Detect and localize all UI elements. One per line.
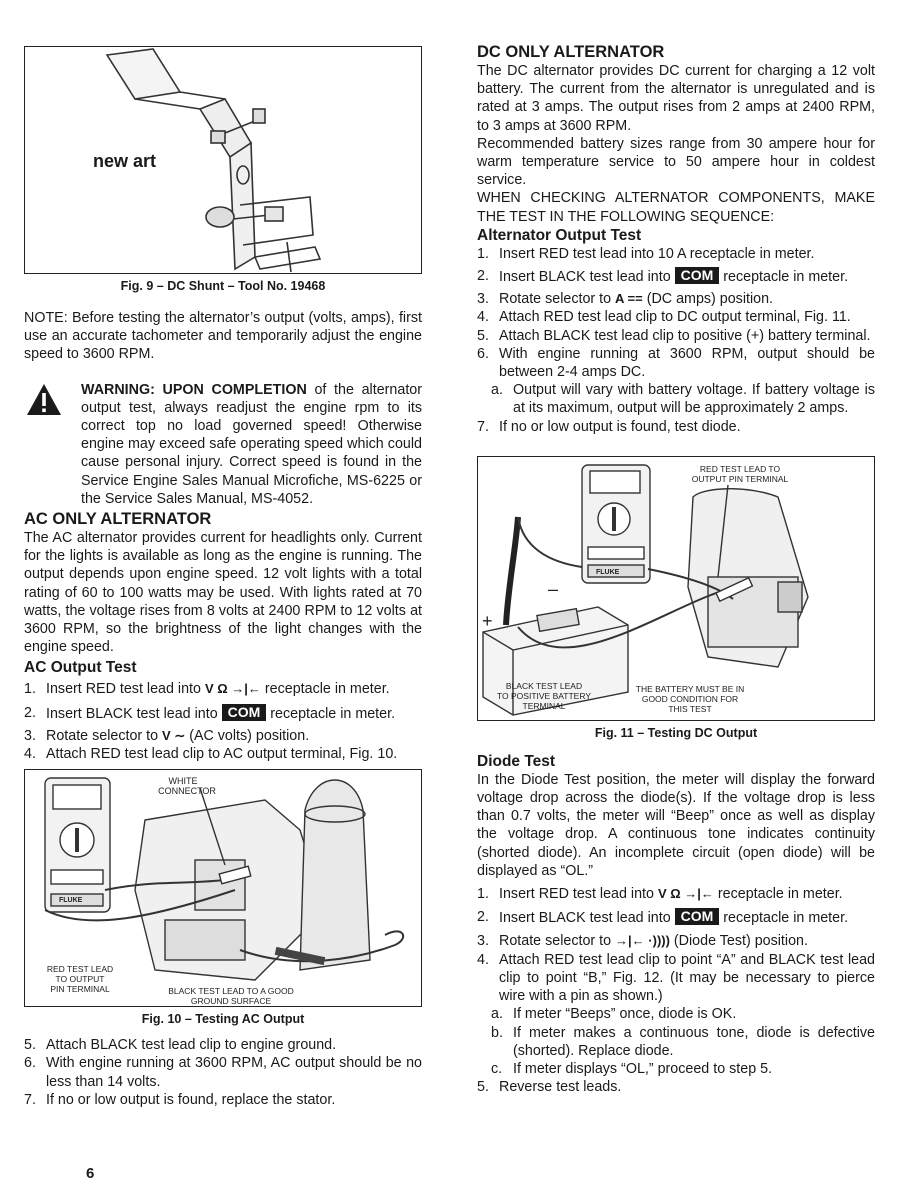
item-text: With engine running at 3600 RPM, output should be between 2-4 amps DC. — [499, 345, 875, 381]
ac-alt-heading: AC ONLY ALTERNATOR — [24, 510, 212, 529]
list-item — [477, 345, 875, 381]
com-badge: COM — [222, 704, 267, 721]
ac-test-heading: AC Output Test — [24, 659, 137, 677]
fig9-frame — [24, 46, 422, 274]
fig10-white-label: WHITE — [168, 776, 198, 787]
item-text: Output will vary with battery voltage. If battery voltage is at its maximum, output will be approximately 2 amps. — [513, 382, 875, 417]
fig11-black-label-2: TO POSITIVE BATTERY — [497, 690, 591, 701]
fig10-red-label-2: TO OUTPUT — [55, 974, 105, 985]
com-badge: COM — [675, 267, 720, 284]
item-text: Attach BLACK test lead clip to positive (+) battery terminal. — [499, 327, 871, 344]
item-number: 6. — [24, 1055, 36, 1072]
diode-heading: Diode Test — [477, 752, 556, 770]
page-number: 6 — [86, 1165, 95, 1182]
item-text: Attach RED test lead clip to AC output terminal, Fig. 10. — [46, 746, 398, 763]
fig11-battery-label-1: THE BATTERY MUST BE IN — [635, 683, 745, 694]
alt-test-heading: Alternator Output Test — [477, 226, 642, 244]
item-number: 7. — [24, 1091, 36, 1108]
item-text: If no or low output is found, replace the stator. — [46, 1091, 336, 1108]
diode-sub-c — [477, 1060, 875, 1078]
item-text: receptacle in meter. — [260, 681, 390, 698]
item-number: c. — [491, 1060, 503, 1077]
list-item — [477, 908, 875, 927]
list-item — [24, 1036, 422, 1054]
fig10-caption: Fig. 10 – Testing AC Output — [141, 1012, 305, 1027]
item-number: 1. — [477, 245, 489, 262]
list-item — [24, 680, 422, 698]
ac-output-illustration — [25, 770, 422, 1006]
item-number: 3. — [477, 933, 489, 950]
list-item — [477, 951, 875, 1006]
alt-test-sub-a — [477, 381, 875, 417]
ac-volts-symbol: V ∼ — [162, 727, 186, 743]
item-number: a. — [491, 1006, 503, 1023]
item-text: Rotate selector to — [499, 933, 616, 950]
fig11-caption: Fig. 11 – Testing DC Output — [594, 725, 758, 740]
left-column — [24, 0, 422, 1109]
fig10-red-label-1: RED TEST LEAD — [46, 964, 114, 975]
item-text: receptacle in meter. — [266, 705, 396, 722]
item-number: 5. — [24, 1037, 36, 1054]
item-text: With engine running at 3600 RPM, AC output should be no less than 14 volts. — [46, 1055, 422, 1090]
item-number: 4. — [477, 309, 489, 326]
item-text: Insert RED test lead into 10 A receptacle in meter. — [499, 245, 815, 262]
ac-test-list — [24, 680, 422, 763]
fig10-frame — [24, 769, 422, 1007]
diode-sub-a — [477, 1005, 875, 1023]
list-item — [477, 245, 875, 263]
dc-alt-body-2: Recommended battery sizes range from 30 ampere hour for warm temperature service to 50 ampere hour in coldest service. — [477, 135, 875, 189]
item-text: Attach RED test lead clip to point “A” and BLACK test lead clip to point “B,” Fig. 12. (It may be necessary to pierce wire with a pin as shown.) — [499, 951, 875, 1005]
list-item — [477, 932, 875, 950]
list-item — [24, 1091, 422, 1109]
diode-sub-b — [477, 1024, 875, 1060]
volt-ohm-diode-symbol: V Ω →|← — [657, 886, 714, 902]
item-text: Insert BLACK test lead into — [499, 910, 675, 927]
warning-icon — [26, 383, 62, 416]
item-number: 4. — [24, 746, 36, 763]
fig10-red-label-3: PIN TERMINAL — [50, 984, 110, 995]
item-text: receptacle in meter. — [713, 886, 843, 903]
list-item — [477, 418, 875, 436]
fig10-black-label-1: BLACK TEST LEAD TO A GOOD — [168, 986, 294, 997]
fig9-caption: Fig. 9 – DC Shunt – Tool No. 19468 — [120, 279, 326, 293]
dc-shunt-illustration — [25, 47, 422, 273]
list-item — [24, 745, 422, 763]
item-number: 5. — [477, 327, 489, 344]
fig10-black-label-2: GROUND SURFACE — [190, 996, 272, 1007]
item-text: Attach RED test lead clip to DC output terminal, Fig. 11. — [499, 309, 851, 326]
warning-block — [24, 381, 422, 508]
fig9-art-label: new art — [93, 151, 157, 171]
com-badge: COM — [675, 908, 720, 925]
list-item — [477, 327, 875, 345]
fig11-battery-label-3: THIS TEST — [668, 703, 712, 714]
item-text: Insert RED test lead into — [499, 886, 658, 903]
item-number: b. — [491, 1024, 503, 1041]
dc-amps-symbol: A == — [615, 291, 643, 307]
alt-test-list-end — [477, 418, 875, 436]
diode-list — [477, 885, 875, 1005]
item-text: Reverse test leads. — [499, 1079, 622, 1096]
warning-body: of the alternator output test, always readjust the engine rpm to its correct top no load governed speed! Otherwise engine may exceed safe operating speed which could cause personal injury. Correct speed is found in the Service Engine Sales Manual Microfiche, MS-6225 or the Service Sales Manual, MS-4052. — [81, 381, 422, 507]
list-item — [477, 290, 875, 308]
dc-alt-body-1: The DC alternator provides DC current for charging a 12 volt battery. The current from the alternator is unregulated and is rated at 3 amps. The output rises from 2 amps at 2400 RPM, to 3 amps at 3600 RPM. — [477, 63, 875, 134]
list-item — [477, 1078, 875, 1096]
fig11-battery-label-2: GOOD CONDITION FOR — [641, 693, 739, 704]
item-text: If meter displays “OL,” proceed to step 5. — [513, 1060, 773, 1077]
item-text: Rotate selector to — [46, 727, 163, 744]
dc-output-illustration — [478, 457, 875, 720]
item-number: 5. — [477, 1079, 489, 1096]
warning-text — [81, 381, 422, 508]
list-item — [24, 1054, 422, 1090]
item-text: (Diode Test) position. — [669, 933, 808, 950]
diode-body: In the Diode Test position, the meter will display the forward voltage drop across the diode(s). If the voltage drop is less than 0.7 volts, the meter will “Beep” once as well as display the voltage drop. A continuous tone indicates continuity (shorted diode). An incomplete circuit (open diode) will be displayed as “OL.” — [477, 771, 875, 879]
item-text: If no or low output is found, test diode. — [499, 418, 741, 435]
item-text: Insert RED test lead into — [46, 681, 205, 698]
item-number: 2. — [24, 704, 36, 721]
item-text: Attach BLACK test lead clip to engine ground. — [46, 1037, 337, 1054]
item-text: (DC amps) position. — [642, 291, 774, 308]
list-item — [477, 308, 875, 326]
item-number: 3. — [24, 727, 36, 744]
item-number: 2. — [477, 909, 489, 926]
fig11-red-label-2: OUTPUT PIN TERMINAL — [691, 473, 789, 484]
fig10-meter-brand: FLUKE — [59, 897, 83, 905]
fig11-black-label-1: BLACK TEST LEAD — [505, 680, 583, 691]
note-paragraph: NOTE: Before testing the alternator’s output (volts, amps), first use an accurate tachometer and temporarily adjust the engine speed to 3600 RPM. — [24, 310, 422, 363]
item-number: 1. — [477, 886, 489, 903]
item-number: a. — [491, 382, 503, 399]
item-number: 7. — [477, 418, 489, 435]
item-number: 2. — [477, 268, 489, 285]
item-text: If meter makes a continuous tone, diode is defective (shorted). Replace diode. — [513, 1024, 875, 1059]
item-number: 6. — [477, 345, 489, 362]
alt-test-list — [477, 245, 875, 381]
item-number: 1. — [24, 681, 36, 698]
right-column — [477, 43, 875, 1096]
list-item — [24, 727, 422, 745]
list-item — [477, 885, 875, 903]
list-item — [477, 267, 875, 286]
diode-test-symbol: →|← ·)))) — [615, 933, 670, 949]
warning-lead: WARNING: UPON COMPLETION — [81, 381, 307, 398]
item-number: 3. — [477, 291, 489, 308]
volt-ohm-diode-symbol: V Ω →|← — [204, 681, 261, 697]
item-text: Rotate selector to — [499, 291, 616, 308]
ac-test-list-continued — [24, 1036, 422, 1109]
item-text: (AC volts) position. — [185, 727, 310, 744]
item-text: If meter “Beeps” once, diode is OK. — [513, 1006, 737, 1023]
item-text: Insert BLACK test lead into — [46, 705, 222, 722]
list-item — [24, 704, 422, 723]
item-text: Insert BLACK test lead into — [499, 269, 675, 286]
fig10-connector-label: CONNECTOR — [158, 786, 216, 797]
fig11-minus-sign: – — [548, 578, 559, 599]
item-text: receptacle in meter. — [719, 269, 849, 286]
fig11-plus-sign: + — [482, 610, 493, 631]
dc-alt-heading: DC ONLY ALTERNATOR — [477, 43, 665, 61]
ac-alt-body: The AC alternator provides current for headlights only. Current for the lights is available as long as the engine is running. The output depends upon engine speed. 12 volt lights with a total rating of 60 to 100 watts may be used. With lights rated at 70 watts, the voltage rises from 8 volts at 2400 RPM to 12 volts at 3600 RPM, so the brightness of the light changes with the engine speed. — [24, 530, 422, 656]
item-text: receptacle in meter. — [719, 910, 849, 927]
diode-list-end — [477, 1078, 875, 1096]
fig11-black-label-3: TERMINAL — [522, 700, 566, 711]
fig11-red-label-1: RED TEST LEAD TO — [699, 463, 781, 474]
dc-alt-body-3: WHEN CHECKING ALTERNATOR COMPONENTS, MAKE THE TEST IN THE FOLLOWING SEQUENCE: — [477, 190, 875, 225]
fig11-meter-brand: FLUKE — [596, 568, 620, 576]
fig11-frame — [477, 456, 875, 721]
item-number: 4. — [477, 951, 489, 968]
